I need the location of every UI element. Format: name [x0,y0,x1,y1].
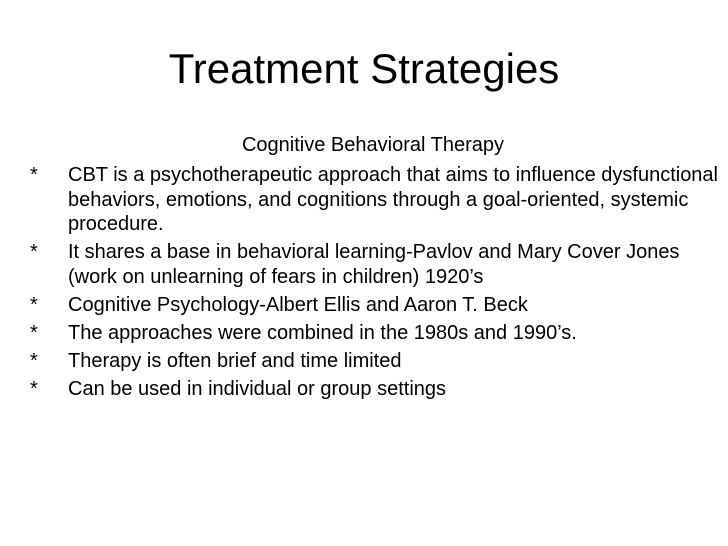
bullet-text: CBT is a psychotherapeutic approach that aims to influence dysfunctional behaviors, emotions, and cognitions through a goal-oriented, systemic procedure. [68,164,718,235]
bullet-list [30,163,720,405]
bullet-item-cognitive-psychology [30,293,720,318]
bullet-text: Cognitive Psychology-Albert Ellis and Aaron T. Beck [68,293,528,316]
bullet-item-cbt-definition [30,163,720,237]
bullet-marker: * [30,164,38,186]
bullet-text: Can be used in individual or group settings [68,377,447,400]
bullet-marker: * [30,293,38,316]
bullet-marker: * [30,321,38,344]
bullet-text: The approaches were combined in the 1980s and 1990’s. [68,321,577,344]
bullet-text: Therapy is often brief and time limited [68,349,402,372]
bullet-text: It shares a base in behavioral learning-Pavlov and Mary Cover Jones (work on unlearning of fears in children) 1920’s [68,241,680,288]
bullet-marker: * [30,377,38,400]
bullet-item-behavioral-learning [30,240,720,289]
bullet-item-settings [30,377,720,402]
bullet-marker: * [30,349,38,372]
bullet-item-approaches-combined [30,321,720,346]
bullet-marker: * [30,241,38,263]
slide-subtitle: Cognitive Behavioral Therapy [241,134,504,156]
bullet-item-brief-therapy [30,349,720,374]
slide-title: Treatment Strategies [168,45,560,92]
